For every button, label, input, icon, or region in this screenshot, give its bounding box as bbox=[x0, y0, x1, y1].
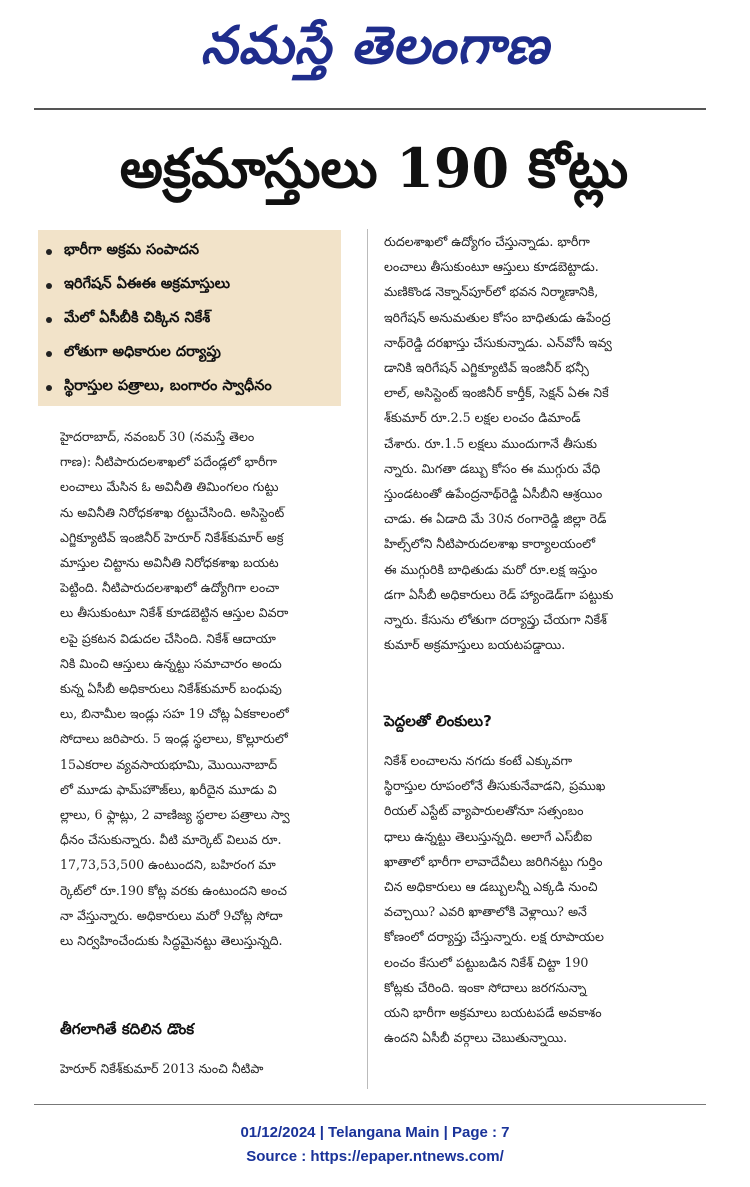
footer-edition-info: 01/12/2024 | Telangana Main | Page : 7 bbox=[240, 1124, 510, 1141]
text-line: ఈ ముగ్గురికి బాధితుడు మరో రూ.లక్ష ఇస్తుం bbox=[384, 561, 598, 577]
text-line: చాడు. ఈ ఏడాది మే 30న రంగారెడ్డి జిల్లా రెడ్ bbox=[384, 511, 607, 527]
right-column-body bbox=[384, 229, 708, 657]
text-line: నాథ్‌రెడ్డి దరఖాస్తు చేసుకున్నాడు. ఎన్‌వోసీ ఇవ్వ bbox=[384, 334, 612, 350]
text-line: ను అవినీతి నిరోధకశాఖ రట్టుచేసింది. అసిస్టెంట్ bbox=[60, 504, 285, 520]
text-line: రుదలశాఖలో ఉద్యోగం చేస్తున్నాడు. భారీగా bbox=[384, 234, 590, 249]
text-line: ఖాతాలో భారీగా లావాదేవీలు జరిగినట్టు గుర్తిం bbox=[384, 853, 603, 869]
text-line: నా వేస్తున్నారు. అధికారులు మరో 9చోట్ల సోదా bbox=[60, 907, 283, 923]
text-line: లు తీసుకుంటూ నికేశ్ కూడబెట్టిన ఆస్తుల వివరా bbox=[60, 605, 289, 621]
text-line: చేశారు. రూ.1.5 లక్షలు ముందుగానే తీసుకు bbox=[384, 435, 597, 451]
column-divider bbox=[367, 229, 368, 1089]
text-line: 17,73,53,500 ఉంటుందని, బహిరంగ మా bbox=[60, 857, 276, 873]
text-line: స్తుండటంతో ఉపేంద్రనాథ్‌రెడ్డి ఏసీబీని ఆశ్రయిం bbox=[384, 486, 603, 502]
text-line: లు నిర్వహించేందుకు సిద్ధమైనట్టు తెలుస్తున్నది. bbox=[60, 933, 283, 949]
bullet-icon bbox=[46, 249, 52, 255]
text-line: స్థిరాస్తుల రూపంలోనే తీసుకునేవాడని, ప్రముఖ bbox=[384, 778, 606, 794]
text-line: మణికొండ నెక్నాన్‌పూర్‌లో భవన నిర్మాణానికి, bbox=[384, 284, 599, 300]
text-line: యని భారీగా అక్రమాలు బయటపడే అవకాశం bbox=[384, 1005, 602, 1021]
highlight-item: భారీగా అక్రమ సంపాదన bbox=[46, 235, 333, 269]
highlight-item: స్థిరాస్తుల పత్రాలు, బంగారం స్వాధీనం bbox=[46, 371, 333, 405]
text-line: గాణ): నీటిపారుదలశాఖలో పదేండ్లలో భారీగా bbox=[60, 454, 278, 470]
masthead-divider bbox=[34, 108, 706, 110]
text-line: 15ఎకరాల వ్యవసాయభూమి, మొయినాబాద్ bbox=[60, 756, 278, 772]
text-line: లో మూడు ఫామ్‌హౌజ్‌లు, ఖరీదైన మూడు వి bbox=[60, 781, 277, 797]
text-line: సోదాలు జరిపారు. 5 ఇండ్ల స్థలాలు, కొల్లూరులో bbox=[60, 731, 288, 747]
text-line: రియల్ ఎస్టేట్ వ్యాపారులతోనూ సత్సంబం bbox=[384, 803, 584, 819]
text-line: హైదరాబాద్, నవంబర్ 30 (నమస్తే తెలం bbox=[60, 429, 255, 444]
footer-source-link[interactable]: Source : https://epaper.ntnews.com/ bbox=[246, 1148, 504, 1165]
right-subheading: పెద్దలతో లింకులు? bbox=[384, 712, 492, 730]
text-line: లంచం కేసులో పట్టుబడిన నికేశ్ చిట్టా 190 bbox=[384, 954, 589, 970]
text-line: వచ్చాయి? ఎవరి ఖాతాలోకి వెళ్లాయి? అనే bbox=[384, 904, 587, 920]
text-line: శ్‌కుమార్ రూ.2.5 లక్షల లంచం డిమాండ్ bbox=[384, 410, 581, 426]
bullet-icon bbox=[46, 283, 52, 289]
left-subheading: తీగలాగితే కదిలిన డొంక bbox=[60, 1020, 195, 1038]
right-column-body-2 bbox=[384, 748, 708, 1050]
text-line: న్నారు. కేసును లోతుగా దర్యాప్తు చేయగా నికేశ్ bbox=[384, 612, 607, 628]
text-line: కున్న ఏసీబీ అధికారులు నికేశ్‌కుమార్ బంధువు bbox=[60, 681, 282, 697]
bullet-icon bbox=[46, 351, 52, 357]
text-line: ధాలు ఉన్నట్టు తెలుస్తున్నది. అలాగే ఎస్‌బీఐ bbox=[384, 828, 593, 844]
text-line: డగా ఏసీబీ అధికారులు రెడ్ హ్యాండెడ్‌గా పట్టుకు bbox=[384, 586, 614, 602]
text-line: లపై ప్రకటన విడుదల చేసింది. నికేశ్ ఆదాయా bbox=[60, 630, 276, 646]
left-column-body bbox=[60, 424, 350, 953]
text-line: ల్లాలు, 6 ఫ్లాట్లు, 2 వాణిజ్య స్థలాల పత్రాలు స్వా bbox=[60, 807, 290, 823]
text-line: నికి మించి ఆస్తులు ఉన్నట్టు సమాచారం అందు bbox=[60, 655, 282, 671]
highlights-box bbox=[38, 230, 341, 406]
text-line: హెరూర్ నికేశ్‌కుమార్ 2013 నుంచి నీటిపా bbox=[60, 1061, 264, 1076]
text-line: డానికి ఇరిగేషన్ ఎగ్జిక్యూటివ్ ఇంజినీర్ భన్సీ bbox=[384, 360, 589, 376]
text-line: కోట్లకు చేరింది. ఇంకా సోదాలు జరగనున్నా bbox=[384, 979, 587, 995]
text-line: ఇరిగేషన్ అనుమతుల కోసం బాధితుడు ఉపేంద్ర bbox=[384, 309, 611, 325]
text-line: కుమార్ అక్రమాస్తులు బయటపడ్డాయి. bbox=[384, 637, 566, 653]
text-line: పెట్టింది. నీటిపారుదలశాఖలో ఉద్యోగిగా లంచా bbox=[60, 580, 280, 596]
text-line: ఎగ్జిక్యూటివ్ ఇంజినీర్ హెరూర్ నికేశ్‌కుమార్ అక్ర bbox=[60, 529, 284, 545]
text-line: లాల్, అసిస్టెంట్ ఇంజినీర్ కార్తీక్, సెక్షన్ ఏఈ నికే bbox=[384, 385, 609, 401]
text-line: ధీనం చేసుకున్నారు. వీటి మార్కెట్ విలువ రూ. bbox=[60, 832, 282, 848]
bullet-icon bbox=[46, 317, 52, 323]
newspaper-masthead: నమస్తే తెలంగాణ bbox=[200, 16, 550, 76]
text-line: నికేశ్ లంచాలను నగదు కంటే ఎక్కువగా bbox=[384, 753, 573, 768]
footer-divider bbox=[34, 1104, 706, 1105]
text-line: లు, బినామీల ఇండ్లు సహ 19 చోట్ల ఏకకాలంలో bbox=[60, 706, 289, 722]
highlight-item: మేలో ఏసీబీకి చిక్కిన నికేశ్ bbox=[46, 303, 333, 337]
text-line: హిల్స్‌లోని నీటిపారుదలశాఖ కార్యాలయంలో bbox=[384, 536, 596, 552]
text-line: ఉందని ఏసీబీ వర్గాలు చెబుతున్నాయి. bbox=[384, 1030, 568, 1046]
text-line: లంచాలు తీసుకుంటూ ఆస్తులు కూడబెట్టాడు. bbox=[384, 259, 599, 275]
text-line: ర్కెట్‌లో రూ.190 కోట్ల వరకు ఉంటుందని అంచ bbox=[60, 882, 287, 898]
bullet-icon bbox=[46, 385, 52, 391]
highlight-item: లోతుగా అధికారుల దర్యాప్తు bbox=[46, 337, 333, 371]
text-line: న్నారు. మిగతా డబ్బు కోసం ఈ ముగ్గురు వేధి bbox=[384, 460, 601, 476]
left-column-tail bbox=[60, 1056, 350, 1081]
highlight-item: ఇరిగేషన్ ఏఈఈ అక్రమాస్తులు bbox=[46, 269, 333, 303]
text-line: కోణంలో దర్యాప్తు చేస్తున్నారు. లక్ష రూపాయల bbox=[384, 929, 604, 945]
text-line: లంచాలు మేసిన ఓ అవినీతి తిమింగలం గుట్టు bbox=[60, 479, 279, 495]
text-line: చిన అధికారులు ఆ డబ్బులన్నీ ఎక్కడి నుంచి bbox=[384, 879, 598, 895]
text-line: మాస్తుల చిట్టాను అవినీతి నిరోధకశాఖ బయట bbox=[60, 555, 279, 571]
article-headline: అక్రమాస్తులు 190 కోట్లు bbox=[119, 136, 629, 200]
